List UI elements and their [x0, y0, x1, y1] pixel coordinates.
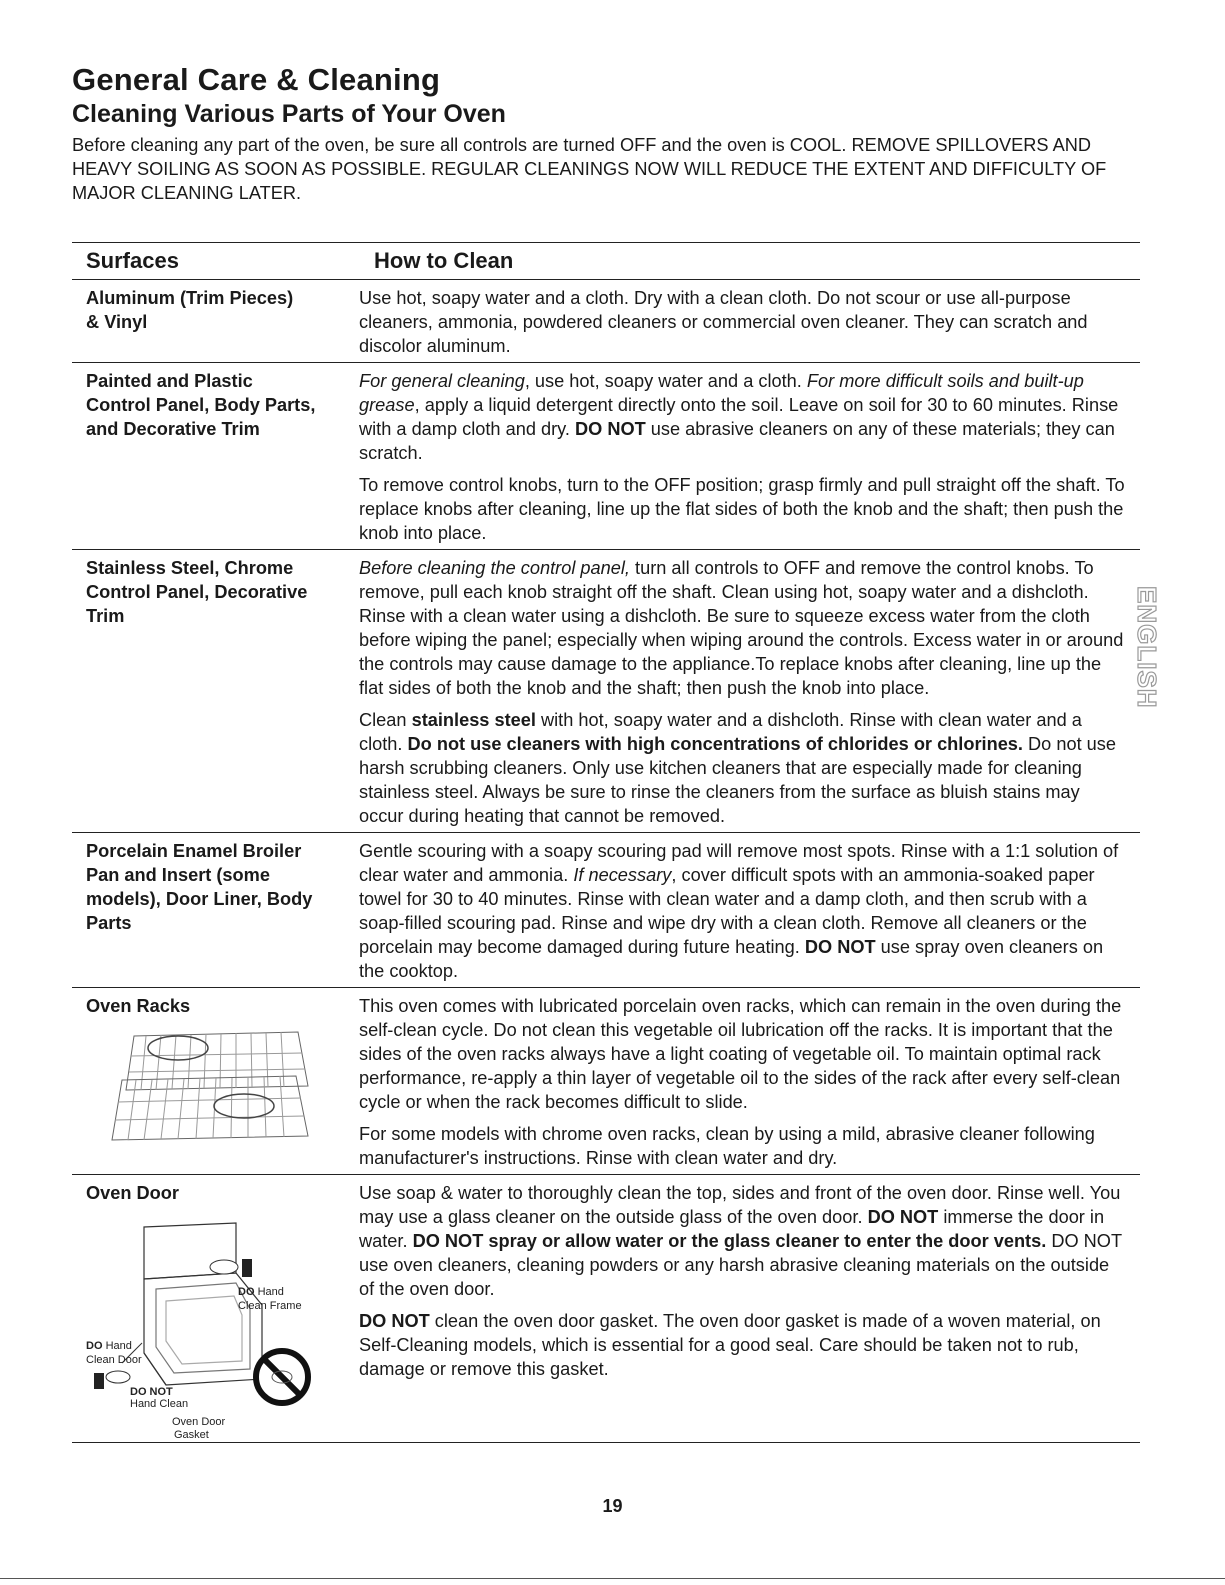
text-run: use abrasive cleaners on any of these materials; they can scratch. — [359, 419, 1115, 463]
oven-racks-illustration — [86, 1026, 316, 1148]
language-side-tab — [1130, 580, 1160, 720]
table-row — [72, 550, 1140, 833]
surface-name: Aluminum (Trim Pieces) & Vinyl — [86, 288, 294, 332]
instruction-paragraph — [359, 1181, 1126, 1301]
instruction-paragraph — [359, 473, 1126, 545]
oven-door-illustration — [86, 1213, 336, 1413]
instructions-cell — [359, 550, 1126, 832]
page-header — [72, 62, 1140, 205]
emphasis-italic: Before cleaning the control panel, — [359, 558, 630, 578]
instruction-paragraph — [359, 839, 1126, 983]
prohibited-icon — [256, 1351, 308, 1403]
emphasis-bold: Do not use cleaners with high concentrations of chlorides or chlorines. — [407, 734, 1023, 754]
door-figure — [86, 1213, 359, 1442]
svg-text:Clean Door: Clean Door — [86, 1354, 142, 1366]
table-row — [72, 363, 1140, 550]
table-row — [72, 1175, 1140, 1443]
surface-name: Oven Door — [86, 1183, 179, 1203]
text-run: Use hot, soapy water and a cloth. Dry with a clean cloth. Do not scour or use all-purpose cleaners, ammonia, powdered cleaners or commercial oven cleaner. They can scratch and discolor aluminum. — [359, 288, 1088, 356]
instruction-paragraph — [359, 369, 1126, 465]
svg-text:DO Hand: DO Hand — [86, 1340, 132, 1352]
emphasis-bold: DO NOT — [575, 419, 646, 439]
surface-cell — [72, 363, 359, 549]
sponge-hand-icon — [94, 1371, 130, 1389]
label-do: DO — [238, 1286, 255, 1298]
table-row — [72, 280, 1140, 363]
surface-cell — [72, 280, 359, 362]
emphasis-italic: For more difficult soils and built-up grease — [359, 371, 1084, 415]
instruction-paragraph — [359, 286, 1126, 358]
side-tab-label: ENGLISH — [1132, 586, 1160, 709]
text-run: To remove control knobs, turn to the OFF position; grasp firmly and pull straight off the shaft. To replace knobs after cleaning, line up the flat sides of both the knob and the shaft; then push the knob into place. — [359, 475, 1125, 543]
instructions-cell — [359, 280, 1126, 362]
text-run: with hot, soapy water and a dishcloth. Rinse with clean water and a cloth. — [359, 710, 1082, 754]
emphasis-bold: DO NOT — [867, 1207, 939, 1227]
surface-name: Porcelain Enamel Broiler Pan and Insert (some models), Door Liner, Body Parts — [86, 841, 313, 933]
instructions-cell — [359, 1175, 1126, 1442]
text-run: Use soap & water to thoroughly clean the top, sides and front of the oven door. Rinse well. You may use a glass cleaner on the outside glass of the oven door. — [359, 1183, 1121, 1227]
table-row — [72, 833, 1140, 988]
svg-text:DO Hand: DO Hand — [238, 1286, 284, 1298]
cleaning-table — [72, 242, 1140, 1443]
column-header-surfaces: Surfaces — [86, 248, 179, 273]
instructions-cell — [359, 988, 1126, 1174]
divider — [0, 1578, 1225, 1579]
table-body — [72, 280, 1140, 1443]
text-run: , cover difficult spots with an ammonia-soaked paper towel for 30 to 40 minutes. Rinse with clean water and a damp cloth, and then scrub with a soap-filled scouring pad. Rinse and wipe dry with a clean cloth. Remove all cleaners or the porcelain may become damaged during future heating. — [359, 865, 1095, 957]
surface-cell — [72, 550, 359, 832]
gasket-label: Gasket — [174, 1429, 209, 1441]
page-title: General Care & Cleaning — [72, 62, 441, 97]
text-run: turn all controls to OFF and remove the control knobs. To remove, pull each knob straight off the shaft. Clean using hot, soapy water and a dishcloth. Rinse with a clean water using a dishcloth. Be sure to squeeze excess water from the cloth before wiping the panel; especially when wiping around the controls. Excess water in or around the controls may cause damage to the appliance.To replace knobs after cleaning, line up the flat sides of both the knob and the shaft; then push the knob into place. — [359, 558, 1124, 698]
emphasis-bold: DO NOT — [359, 1311, 430, 1331]
emphasis-italic: For general cleaning — [359, 371, 525, 391]
surface-name: Painted and Plastic Control Panel, Body Parts, and Decorative Trim — [86, 371, 316, 439]
table-header — [72, 242, 1140, 280]
surface-cell — [72, 988, 359, 1174]
text-run: Gentle scouring with a soapy scouring pad will remove most spots. Rinse with a 1:1 solution of clear water and ammonia. — [359, 841, 1119, 885]
text-run: Do not use harsh scrubbing cleaners. Only use kitchen cleaners that are especially made for cleaning stainless steel. Always be sure to rinse the cleaners from the surface as bluish stains may occur during heating that cannot be removed. — [359, 734, 1116, 826]
section-title: Cleaning Various Parts of Your Oven — [72, 100, 506, 128]
page-number: 19 — [602, 1496, 623, 1516]
instruction-paragraph — [359, 1122, 1126, 1170]
instruction-paragraph — [359, 708, 1126, 828]
text-run: Clean — [359, 710, 412, 730]
text-run: DO NOT use oven cleaners, cleaning powders or any harsh abrasive cleaning materials on the outside of the oven door. — [359, 1231, 1122, 1299]
emphasis-bold: stainless steel — [411, 710, 536, 730]
emphasis-italic: If necessary — [573, 865, 672, 885]
svg-text:Clean Frame: Clean Frame — [238, 1300, 302, 1312]
surface-cell — [72, 833, 359, 987]
surface-name: Stainless Steel, Chrome Control Panel, Decorative Trim — [86, 558, 308, 626]
instruction-paragraph — [359, 1309, 1126, 1381]
instruction-paragraph — [359, 556, 1126, 700]
text-run: For some models with chrome oven racks, clean by using a mild, abrasive cleaner following manufacturer's instructions. Rinse with clean water and dry. — [359, 1124, 1095, 1168]
instructions-cell — [359, 363, 1126, 549]
svg-text:Hand Clean: Hand Clean — [130, 1398, 189, 1410]
text-run: This oven comes with lubricated porcelain oven racks, which can remain in the oven during the self-clean cycle. Do not clean this vegetable oil lubrication off the racks. It is important that the sides of the oven racks always have a light coating of vegetable oil. To maintain optimal rack performance, re-apply a thin layer of vegetable oil to the sides of the rack after every self-clean cycle or when the rack becomes difficult to slide. — [359, 996, 1122, 1112]
text-run: , use hot, soapy water and a cloth. — [524, 371, 807, 391]
gasket-label: Oven Door — [172, 1416, 226, 1428]
emphasis-bold: DO NOT spray or allow water or the glass cleaner to enter the door vents. — [412, 1231, 1047, 1251]
instructions-cell — [359, 833, 1126, 987]
text-run: use spray oven cleaners on the cooktop. — [359, 937, 1104, 981]
text-run: immerse the door in water. — [359, 1207, 1105, 1251]
column-header-how-to-clean: How to Clean — [374, 248, 514, 273]
svg-text:DO NOT: DO NOT — [130, 1386, 173, 1398]
intro-paragraph: Before cleaning any part of the oven, be sure all controls are turned OFF and the oven is COOL. REMOVE SPILLOVERS AND HEAVY SOILING AS SOON AS POSSIBLE. REGULAR CLEANINGS NOW WILL REDUCE THE EXTENT AND DIFFICULTY OF MAJOR CLEANING LATER. — [72, 135, 1107, 203]
emphasis-bold: DO NOT — [804, 937, 876, 957]
surface-name: Oven Racks — [86, 996, 191, 1016]
surface-cell — [72, 1175, 359, 1442]
table-row — [72, 988, 1140, 1175]
racks-figure — [86, 1026, 359, 1153]
instruction-paragraph — [359, 994, 1126, 1114]
text-run: , apply a liquid detergent directly onto the soil. Leave on soil for 30 to 60 minutes. Rinse with a damp cloth and dry. — [359, 395, 1119, 439]
text-run: clean the oven door gasket. The oven door gasket is made of a woven material, on Self-Cleaning models, which is essential for a good seal. Care should be taken not to rub, damage or remove this gasket. — [359, 1311, 1101, 1379]
